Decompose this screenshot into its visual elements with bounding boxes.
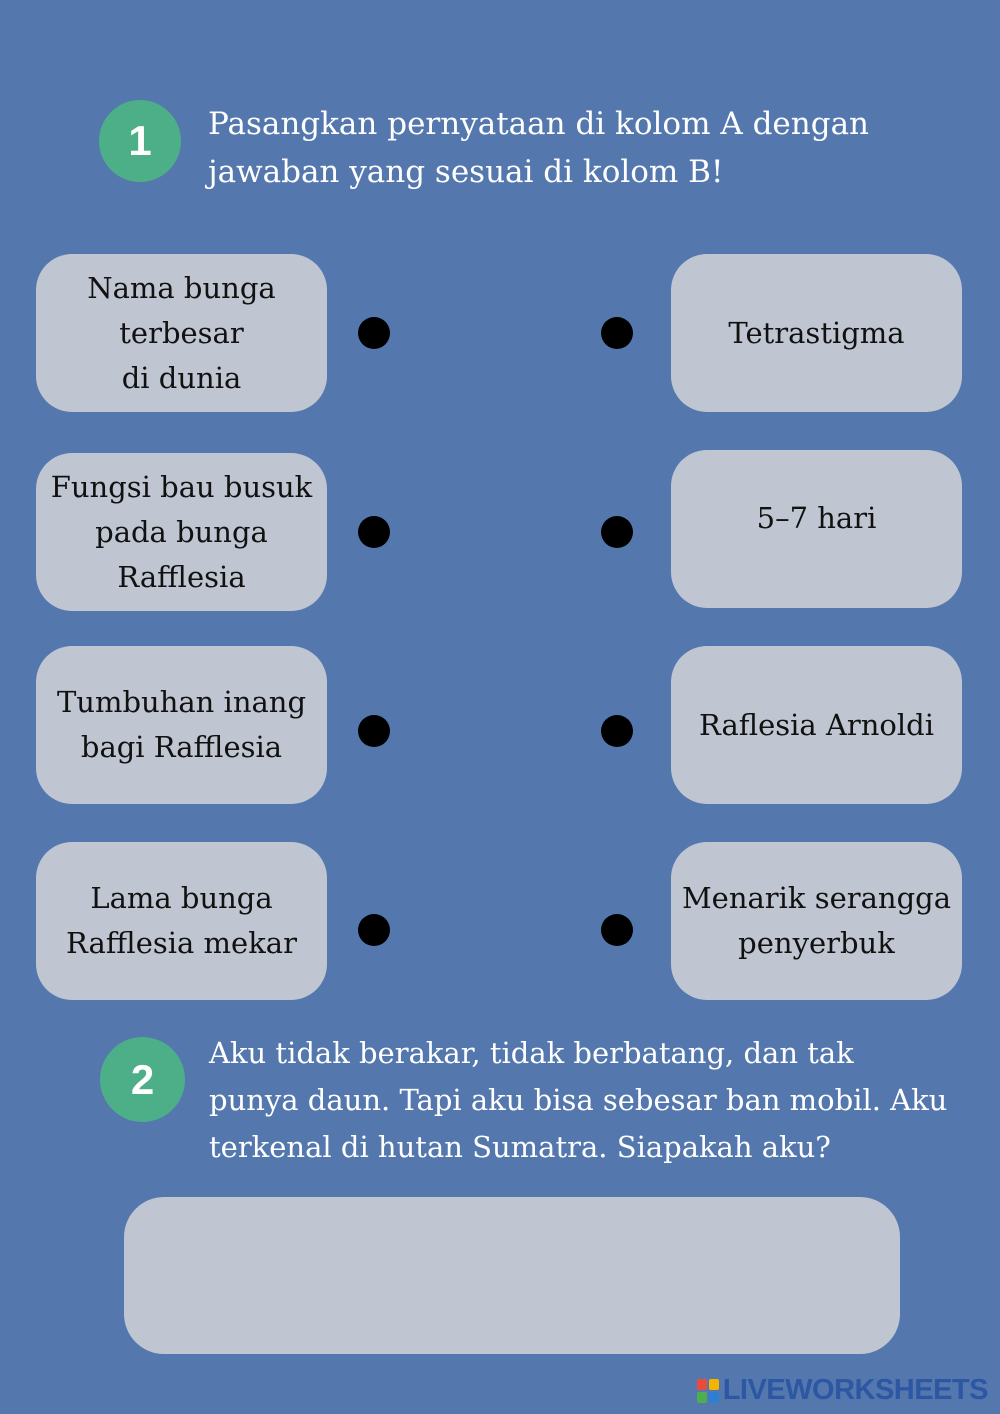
match-dot-b-1[interactable] bbox=[601, 317, 633, 349]
column-a-text-1: Nama bunga terbesar di dunia bbox=[87, 270, 276, 395]
column-a-text-2: Fungsi bau busuk pada bunga Rafflesia bbox=[50, 469, 313, 594]
match-dot-a-3[interactable] bbox=[358, 715, 390, 747]
match-dot-b-4[interactable] bbox=[601, 914, 633, 946]
question-1-text: Pasangkan pernyataan di kolom A dengan jawaban yang sesuai di kolom B! bbox=[208, 106, 870, 190]
match-dot-a-2[interactable] bbox=[358, 516, 390, 548]
question-number-2: 2 bbox=[130, 1055, 155, 1103]
match-dot-b-2[interactable] bbox=[601, 516, 633, 548]
column-a-card-2 bbox=[36, 453, 327, 611]
column-b-text-4: Menarik serangga penyerbuk bbox=[681, 881, 952, 960]
match-dot-b-3[interactable] bbox=[601, 715, 633, 747]
question-2-text: Aku tidak berakar, tidak berbatang, dan tak punya daun. Tapi aku bisa sebesar ban mobil. Aku terkenal di hutan Sumatra. Siapakah aku? bbox=[209, 1036, 948, 1164]
column-b-card-3 bbox=[671, 646, 962, 804]
column-a-card-3 bbox=[36, 646, 327, 804]
column-a-text-3: Tumbuhan inang bagi Rafflesia bbox=[56, 685, 307, 764]
column-b-text-1: Tetrastigma bbox=[728, 315, 905, 350]
column-a-card-4 bbox=[36, 842, 327, 1000]
question-number-badge-1 bbox=[99, 100, 181, 182]
match-dot-a-1[interactable] bbox=[358, 317, 390, 349]
question-number-1: 1 bbox=[128, 117, 152, 164]
column-b-card-2 bbox=[671, 450, 962, 608]
column-a-card-1 bbox=[36, 254, 327, 412]
liveworksheets-logo-icon bbox=[697, 1379, 719, 1403]
column-a-text-4: Lama bunga Rafflesia mekar bbox=[66, 881, 297, 960]
question-number-badge-2 bbox=[100, 1037, 185, 1122]
footer-brand: LIVEWORKSHEETS bbox=[722, 1374, 988, 1406]
match-dot-a-4[interactable] bbox=[358, 914, 390, 946]
column-b-text-3: Raflesia Arnoldi bbox=[698, 707, 935, 742]
footer-logo bbox=[697, 1374, 988, 1407]
answer-input[interactable] bbox=[124, 1197, 900, 1354]
column-b-card-1 bbox=[671, 254, 962, 412]
column-b-card-4 bbox=[671, 842, 962, 1000]
column-b-text-2: 5–7 hari bbox=[756, 501, 877, 535]
